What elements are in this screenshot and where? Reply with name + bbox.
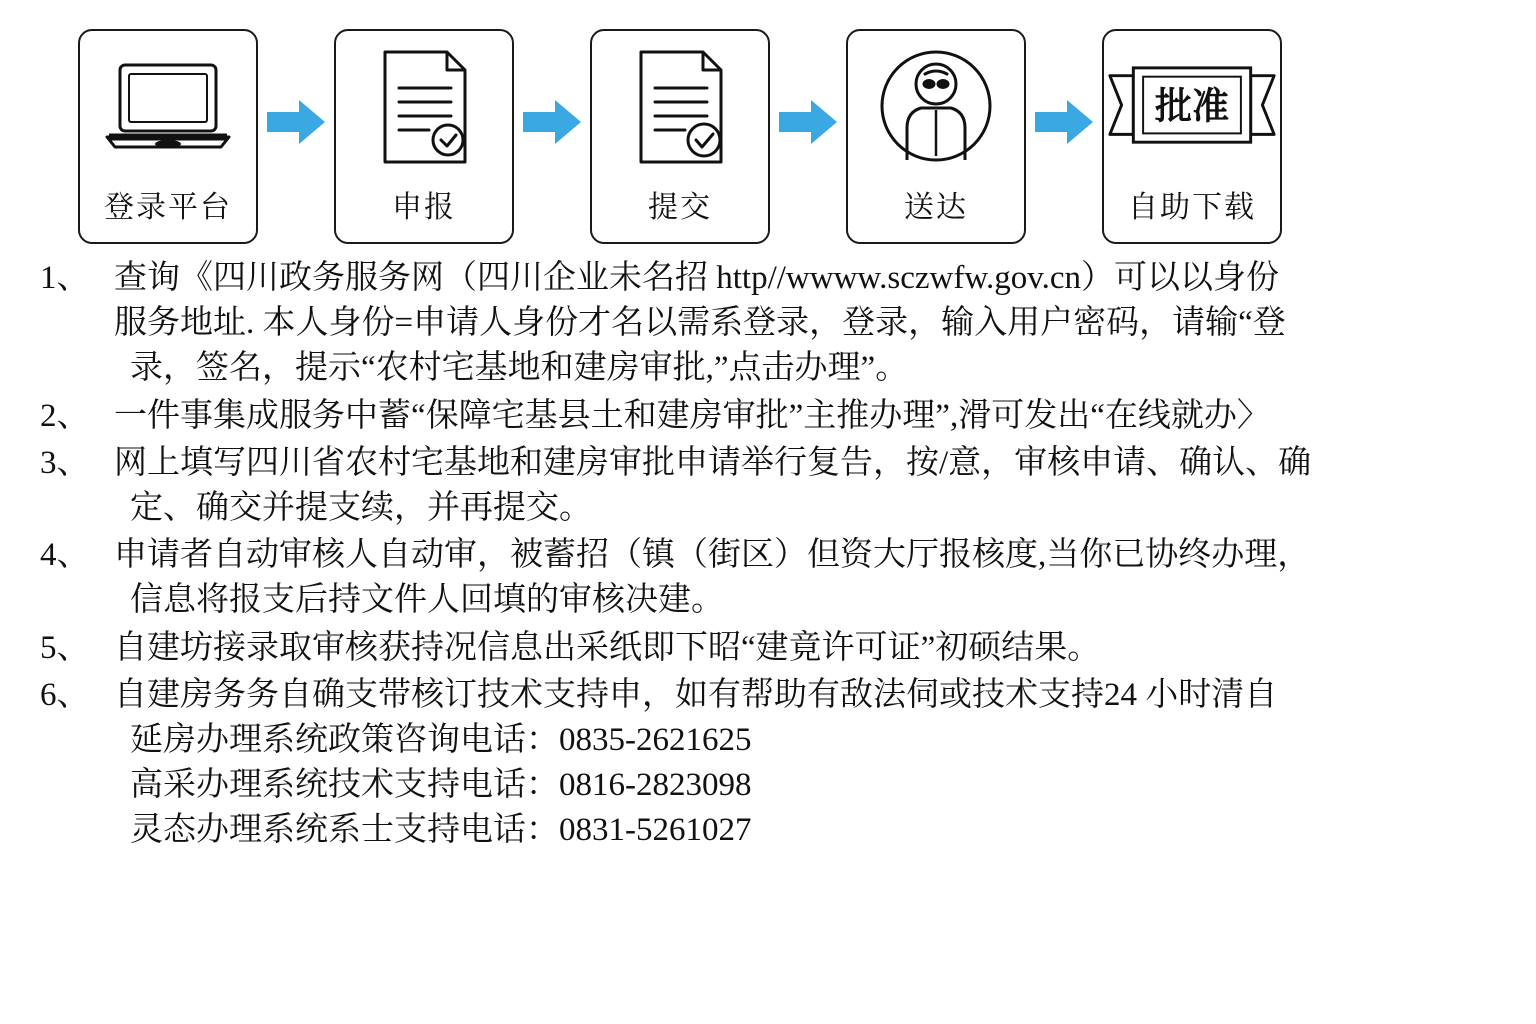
list-marker: 3、 <box>40 444 90 481</box>
banner-text: 批准 <box>1154 84 1230 128</box>
list-content <box>114 673 1476 854</box>
right-arrow-icon <box>258 98 334 146</box>
list-item <box>40 626 1476 671</box>
text-line: 自建房务务自确支带核订技术支持申，如有帮助有敌法伺或技术支持24 小时清自 <box>114 676 1278 713</box>
text-line: 网上填写四川省农村宅基地和建房审批申请举行复告，按/意，审核申请、确认、确 <box>114 444 1312 481</box>
list-marker: 5、 <box>40 629 90 666</box>
text-line: 申请者自动审核人自动审，被蓄招（镇（街区）但资大厅报核度,当你已协终办理， <box>114 537 1311 574</box>
approval-banner-icon <box>1104 31 1280 182</box>
phone-line <box>114 808 1476 853</box>
document-icon <box>336 31 512 182</box>
flow-step-label: 申报 <box>392 189 456 225</box>
phone-label: 高采办理系统技术支持电话： <box>130 767 559 804</box>
right-arrow-icon <box>770 98 846 146</box>
document-check-icon <box>592 31 768 182</box>
instruction-list <box>0 250 1536 854</box>
text-line: 信息将报支后持文件人回填的审核决建。 <box>130 582 724 619</box>
list-marker: 1、 <box>40 260 90 296</box>
list-content <box>114 533 1476 623</box>
phone-line <box>114 763 1476 808</box>
list-item <box>40 256 1476 392</box>
list-item <box>40 673 1476 854</box>
phone-number: 0835-2621625 <box>559 722 752 759</box>
text-line: 录，签名，提示“农村宅基地和建房审批,”点击办理”。 <box>130 350 909 387</box>
list-content <box>114 626 1476 671</box>
flow-step-label: 送达 <box>904 189 968 225</box>
flow-step-submit <box>590 29 770 244</box>
list-content <box>114 256 1476 392</box>
flow-step-deliver <box>846 29 1026 244</box>
list-item <box>40 441 1476 531</box>
list-item <box>40 533 1476 623</box>
laptop-icon <box>80 31 256 182</box>
text-line: 定、确交并提支续，并再提交。 <box>130 490 592 527</box>
list-marker: 4、 <box>40 537 90 574</box>
flow-step-apply <box>334 29 514 244</box>
right-arrow-icon <box>514 98 590 146</box>
list-marker: 6、 <box>40 676 90 713</box>
phone-number: 0831-5261027 <box>559 812 752 849</box>
text-line: 服务地址. 本人身份=申请人身份才名以需系登录，登录，输入用户密码，请输“登 <box>114 305 1286 342</box>
list-content <box>114 441 1476 531</box>
process-flow-diagram <box>0 0 1536 250</box>
flow-step-label: 登录平台 <box>104 189 232 225</box>
flow-step-label: 提交 <box>648 189 712 225</box>
phone-line <box>114 718 1476 763</box>
text-line: 一件事集成服务中蓄“保障宅基县土和建房审批”主推办理”,滑可发出“在线就办〉 <box>114 397 1270 434</box>
list-item <box>40 394 1476 439</box>
phone-label: 延房办理系统政策咨询电话： <box>130 722 559 759</box>
text-line: 自建坊接录取审核获持况信息出采纸即下昭“建竟许可证”初硕结果。 <box>114 629 1101 666</box>
list-marker: 2、 <box>40 397 90 434</box>
phone-number: 0816-2823098 <box>559 767 752 804</box>
right-arrow-icon <box>1026 98 1102 146</box>
list-content <box>114 394 1476 439</box>
flow-step-login-platform <box>78 29 258 244</box>
flow-step-label: 自助下载 <box>1128 189 1256 225</box>
flow-step-self-download <box>1102 29 1282 244</box>
person-icon <box>848 31 1024 182</box>
text-line: 查询《四川政务服务网（四川企业未名招 http//wwww.sczwfw.gov.cn）可以以身份 <box>114 260 1280 296</box>
phone-label: 灵态办理系统系士支持电话： <box>130 812 559 849</box>
